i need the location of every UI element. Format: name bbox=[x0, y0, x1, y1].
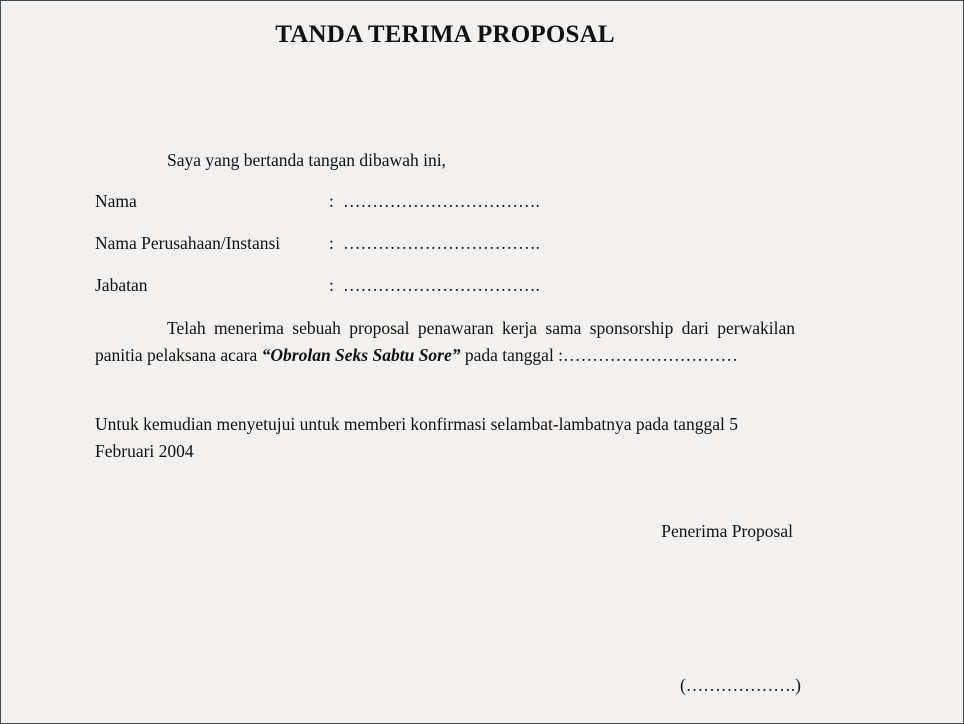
field-blank: ……………………………. bbox=[343, 275, 540, 295]
signature-placeholder: (……………….) bbox=[679, 675, 801, 695]
field-label: Jabatan bbox=[95, 275, 148, 295]
field-separator: : bbox=[329, 233, 334, 253]
field-separator: : bbox=[329, 191, 334, 211]
receipt-text-before: Telah menerima sebuah proposal penawaran kerja sama sponsorship dari perwakilan panitia pelaksana acara bbox=[95, 318, 795, 365]
receipt-text-after: pada tanggal :………………………… bbox=[460, 345, 739, 365]
event-name: “Obrolan Seks Sabtu Sore” bbox=[261, 345, 461, 365]
document-title: TANDA TERIMA PROPOSAL bbox=[275, 21, 615, 48]
receipt-paragraph bbox=[95, 315, 795, 369]
signer-label: Penerima Proposal bbox=[661, 521, 793, 541]
intro-text: Saya yang bertanda tangan dibawah ini, bbox=[167, 150, 446, 170]
field-separator: : bbox=[329, 275, 334, 295]
confirmation-paragraph: Untuk kemudian menyetujui untuk memberi konfirmasi selambat-lambatnya pada tanggal 5 Februari 2004 bbox=[95, 414, 738, 461]
field-label: Nama bbox=[95, 191, 137, 211]
field-blank: ……………………………. bbox=[343, 233, 540, 253]
field-label: Nama Perusahaan/Instansi bbox=[95, 233, 281, 253]
field-blank: ……………………………. bbox=[343, 191, 540, 211]
